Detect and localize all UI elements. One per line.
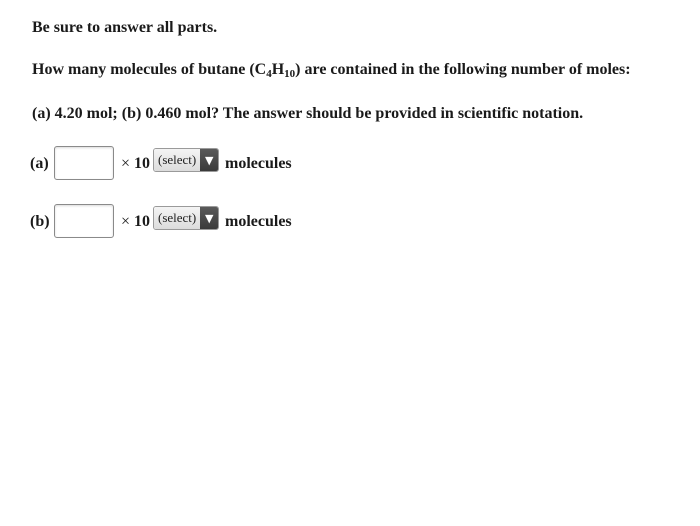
select-label: (select) [154, 149, 200, 171]
question-text [32, 60, 631, 80]
dropdown-arrow-icon: ▼ [200, 207, 218, 229]
dropdown-arrow-icon: ▼ [200, 149, 218, 171]
question-h: H [271, 61, 285, 78]
times-sign: × [121, 213, 131, 230]
subscript-4: 4 [266, 68, 272, 80]
answer-row-a [30, 145, 670, 185]
part-a-unit: molecules [225, 155, 292, 172]
part-a-exponent-select[interactable] [153, 148, 219, 172]
part-b-exponent-select[interactable] [153, 206, 219, 230]
select-label: (select) [154, 207, 200, 229]
question-prefix: How many molecules of butane (C [32, 61, 267, 78]
times-ten-a [121, 155, 150, 173]
answer-row-b [30, 203, 670, 243]
ten-base: 10 [134, 155, 151, 172]
instruction-text: Be sure to answer all parts. [32, 19, 218, 36]
subscript-10: 10 [284, 68, 296, 80]
part-a-answer-input[interactable] [54, 146, 114, 180]
ten-base: 10 [134, 213, 151, 230]
part-a-label: (a) [30, 155, 49, 172]
part-b-answer-input[interactable] [54, 204, 114, 238]
times-ten-b [121, 213, 150, 231]
part-b-unit: molecules [225, 213, 292, 230]
times-sign: × [121, 155, 131, 172]
part-b-label: (b) [30, 213, 50, 230]
parts-text: (a) 4.20 mol; (b) 0.460 mol? The answer should be provided in scientific notation. [32, 105, 584, 122]
question-suffix: ) are contained in the following number of moles: [295, 61, 631, 78]
